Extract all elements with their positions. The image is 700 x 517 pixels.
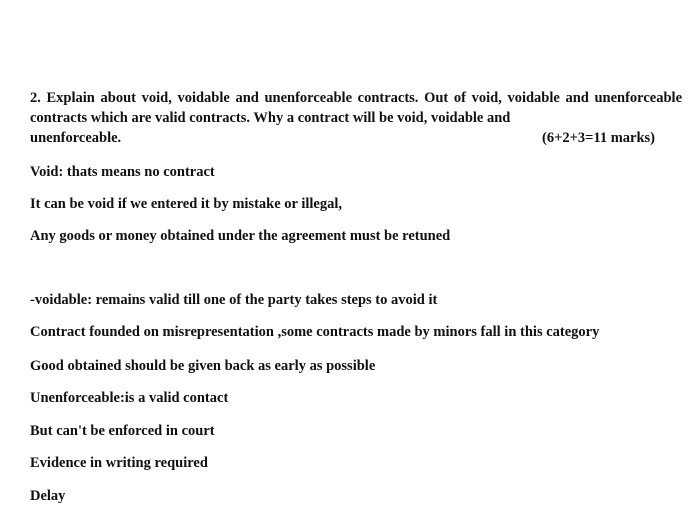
answer-line: Good obtained should be given back as early as possible: [30, 358, 376, 374]
question-block: [30, 88, 682, 148]
answer-line: It can be void if we entered it by mistake or illegal,: [30, 196, 342, 212]
question-text-end: unenforceable.: [30, 130, 122, 146]
answer-line: Any goods or money obtained under the agreement must be retuned: [30, 228, 451, 244]
answer-line: Delay: [30, 488, 66, 504]
answer-line: Contract founded on misrepresentation ,some contracts made by minors fall in this category: [30, 324, 600, 340]
question-marks: (6+2+3=11 marks): [542, 130, 655, 146]
answer-line-unenforceable: Unenforceable:is a valid contact: [30, 390, 229, 406]
question-last-line: [30, 128, 682, 148]
answer-line: Evidence in writing required: [30, 455, 208, 471]
answer-line: But can't be enforced in court: [30, 423, 215, 439]
answer-line-voidable: -voidable: remains valid till one of the party takes steps to avoid it: [30, 292, 438, 308]
answer-line-void: Void: thats means no contract: [30, 164, 215, 180]
question-text: 2. Explain about void, voidable and unenforceable contracts. Out of void, voidable and unenforceable contracts which are valid contracts. Why a contract will be void, voidable and: [30, 90, 682, 126]
